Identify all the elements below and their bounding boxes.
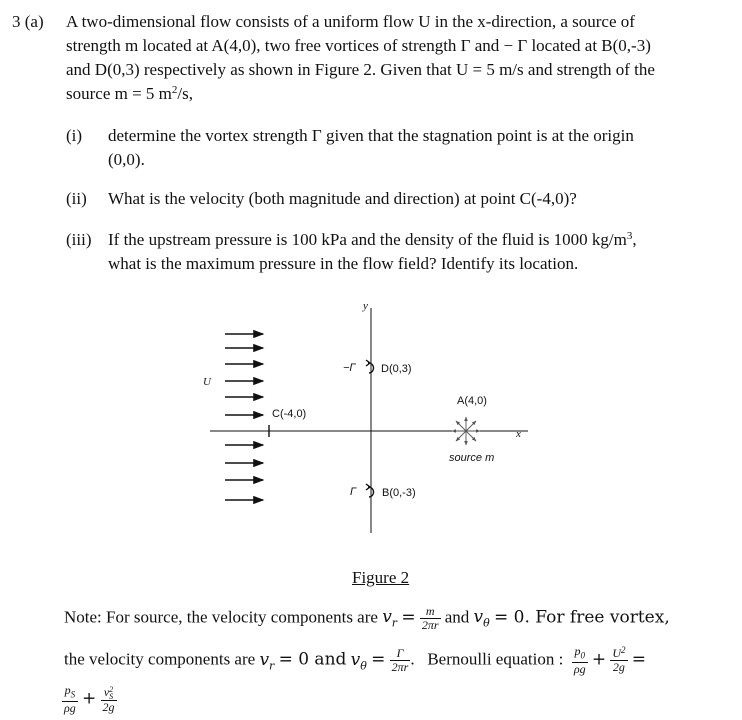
equals-sign: =	[401, 607, 416, 628]
question-intro	[66, 10, 726, 106]
p0-sub: 0	[580, 650, 585, 661]
vs-denominator: 2g	[102, 699, 115, 714]
question-number: 3 (a)	[12, 12, 44, 31]
intro-line-2: strength m located at A(4,0), two free vortices of strength Γ and − Γ located at B(0,-3)	[66, 36, 651, 55]
part-i-line-1: determine the vortex strength Γ given that the stagnation point is at the origin	[108, 126, 634, 145]
vortex-fraction-numerator: Γ	[390, 647, 411, 661]
u2-fraction	[610, 647, 627, 674]
part-i-text	[108, 124, 728, 172]
vr2-sub: r	[269, 659, 275, 672]
vr-symbol-2	[259, 650, 274, 670]
u2-denominator: 2g	[612, 660, 625, 675]
intro-line-4-sup: 2	[171, 84, 178, 96]
part-ii-text: What is the velocity (both magnitude and direction) at point C(-4,0)?	[108, 189, 577, 208]
part-iii-label: (iii)	[66, 230, 92, 249]
figure-caption: Figure 2	[352, 568, 410, 587]
p0-denominator: ρg	[573, 662, 586, 677]
source-label: source m	[449, 452, 495, 464]
part-iii-text	[108, 228, 733, 276]
part-ii-label: (ii)	[66, 189, 87, 208]
vtheta2-v: v	[350, 649, 361, 670]
vtheta2-sub: θ	[360, 659, 367, 672]
point-c-label: C(-4,0)	[272, 408, 307, 420]
equals-sign-2: =	[371, 649, 386, 670]
source-fraction-numerator: m	[420, 605, 441, 619]
part-iii-line-1	[108, 228, 733, 252]
point-b-label: B(0,-3)	[382, 487, 416, 499]
p0-fraction	[572, 645, 588, 676]
vr-symbol	[382, 607, 398, 630]
zero-text: = 0. For free vortex,	[494, 607, 670, 628]
equals-sign-3: =	[631, 649, 646, 670]
vr-sub: r	[391, 616, 398, 630]
bernoulli-label: Bernoulli equation :	[427, 649, 564, 669]
x-axis-label: x	[516, 428, 521, 440]
source-fraction	[420, 605, 441, 632]
point-b-strength: Γ	[350, 486, 357, 498]
ps-fraction	[62, 684, 78, 715]
vr-zero-text: = 0 and	[278, 649, 347, 670]
source-icon	[452, 417, 480, 445]
vs-v: v	[103, 684, 110, 699]
and-text: and	[444, 607, 470, 627]
intro-line-4-text: source m = 5 m	[66, 84, 172, 103]
intro-line-3: and D(0,3) respectively as shown in Figure 2. Given that U = 5 m/s and strength of the	[66, 60, 655, 79]
part-i-line-2: (0,0).	[108, 150, 145, 169]
part-iii-line-2: what is the maximum pressure in the flow field? Identify its location.	[108, 254, 579, 273]
part-i-label: (i)	[66, 126, 83, 145]
vtheta-symbol	[473, 607, 490, 630]
vortex-b-icon	[366, 484, 374, 497]
u2-u: U	[612, 646, 621, 661]
note-line-2	[64, 645, 646, 678]
part-iii-sup: 3	[626, 230, 633, 242]
point-a-label: A(4,0)	[457, 395, 487, 407]
figure-2-diagram	[0, 290, 742, 580]
plus-sign-2: +	[82, 688, 97, 709]
period: .	[410, 649, 415, 669]
u-label: U	[203, 376, 211, 388]
uniform-flow-arrows	[225, 334, 263, 500]
vs-sub: S	[109, 691, 114, 701]
part-iii-line-1-text: If the upstream pressure is 100 kPa and the density of the fluid is 1000 kg/m	[108, 230, 627, 249]
vortex-d-icon	[366, 360, 374, 373]
vortex-fraction-denominator: 2πr	[391, 660, 409, 675]
vtheta-v: v	[473, 607, 484, 628]
vtheta-symbol-2	[351, 650, 367, 670]
part-iii-line-1-post: ,	[632, 230, 637, 249]
vr2-v: v	[259, 649, 270, 670]
vr-v: v	[382, 607, 392, 628]
source-fraction-denominator: 2πr	[421, 618, 439, 632]
vortex-fraction	[390, 647, 411, 674]
ps-sub: S	[70, 689, 76, 700]
intro-line-1: A two-dimensional flow consists of a uniform flow U in the x-direction, a source of	[66, 12, 635, 31]
u2-sup: 2	[621, 645, 626, 656]
note-line-2-text: the velocity components are	[64, 649, 260, 669]
note-line-3	[62, 684, 117, 715]
point-d-strength: −Γ	[343, 362, 356, 374]
vtheta-sub: θ	[483, 616, 490, 630]
p0-p: p	[574, 644, 581, 658]
ps-denominator: ρg	[64, 701, 76, 716]
vs-sup: 2	[109, 684, 114, 694]
ps-p: p	[64, 683, 71, 697]
intro-line-4-post: /s,	[177, 84, 193, 103]
vs-fraction	[101, 686, 117, 714]
note-intro-text: Note: For source, the velocity components are	[64, 607, 383, 627]
note-line-1	[64, 605, 670, 636]
intro-line-4	[66, 82, 726, 106]
y-axis-label: y	[363, 300, 368, 312]
plus-sign: +	[591, 649, 607, 670]
point-d-label: D(0,3)	[381, 363, 412, 375]
